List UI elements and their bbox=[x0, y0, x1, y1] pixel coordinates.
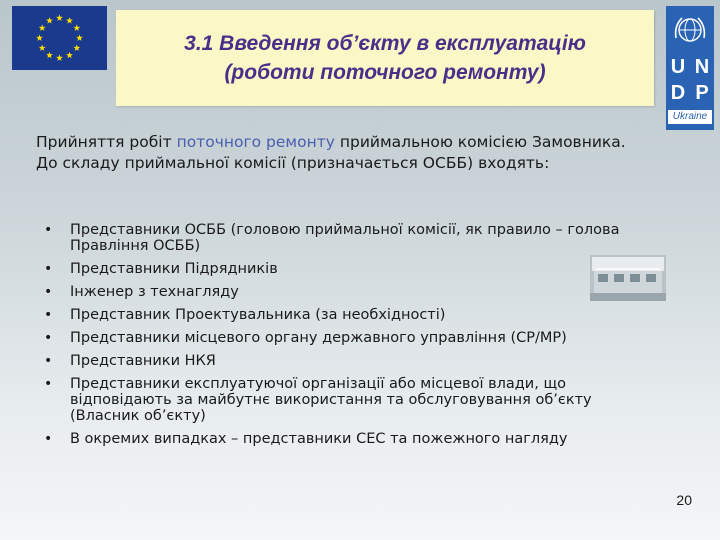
intro-text-start: Прийняття робіт bbox=[36, 133, 177, 151]
eu-star-icon bbox=[56, 14, 63, 21]
slide-title-box bbox=[116, 10, 654, 106]
list-item-text: Представники місцевого органу державного управління (СР/МР) bbox=[70, 330, 567, 346]
list-item bbox=[44, 261, 644, 277]
list-item bbox=[44, 222, 644, 254]
undp-letter: U bbox=[670, 56, 686, 78]
undp-logo bbox=[666, 6, 714, 130]
bullet-icon: • bbox=[44, 330, 53, 346]
bullet-icon: • bbox=[44, 261, 53, 277]
list-item-text: Представники ОСББ (головою приймальної комісії, як правило – голова Правління ОСББ) bbox=[70, 222, 620, 254]
list-item-text: Представники НКЯ bbox=[70, 353, 216, 369]
bullet-icon: • bbox=[44, 431, 53, 447]
eu-stars-icon bbox=[12, 6, 107, 70]
intro-paragraph bbox=[36, 132, 651, 174]
eu-star-icon bbox=[46, 52, 53, 59]
eu-star-icon bbox=[66, 52, 73, 59]
undp-country-tag: Ukraine bbox=[668, 110, 712, 124]
list-item bbox=[44, 353, 644, 369]
undp-letters bbox=[668, 56, 712, 104]
bullet-icon: • bbox=[44, 353, 53, 369]
eu-star-icon bbox=[73, 24, 80, 31]
list-item bbox=[44, 376, 644, 424]
building-photo bbox=[590, 255, 666, 301]
eu-star-icon bbox=[76, 34, 83, 41]
undp-letter: P bbox=[695, 82, 709, 104]
list-item-text: Представники експлуатуючої організації або місцевої влади, що відповідають за майбутнє використання та обслуговування об’єкту (Власник об’єкту) bbox=[70, 376, 592, 424]
eu-flag-logo bbox=[12, 6, 107, 70]
undp-letter: D bbox=[670, 82, 686, 104]
eu-star-icon bbox=[39, 44, 46, 51]
list-item-text: Представник Проектувальника (за необхідності) bbox=[70, 307, 446, 323]
list-item bbox=[44, 307, 644, 323]
building-image-icon bbox=[590, 255, 666, 301]
eu-star-icon bbox=[56, 54, 63, 61]
list-item-text: Представники Підрядників bbox=[70, 261, 278, 277]
eu-star-icon bbox=[66, 17, 73, 24]
bullet-icon: • bbox=[44, 307, 53, 323]
bullet-icon: • bbox=[44, 222, 53, 238]
list-item-text: Інженер з технагляду bbox=[70, 284, 239, 300]
bullet-icon: • bbox=[44, 376, 53, 392]
list-item bbox=[44, 330, 644, 346]
eu-star-icon bbox=[36, 34, 43, 41]
eu-star-icon bbox=[39, 24, 46, 31]
slide-title-line-1: 3.1 Введення об’єкту в експлуатацію bbox=[184, 32, 586, 55]
participants-list bbox=[44, 222, 644, 454]
eu-star-icon bbox=[73, 44, 80, 51]
intro-text-end: приймальною комісією Замовника. До складу приймальної комісії (призначається ОСББ) входять: bbox=[36, 133, 626, 172]
slide-title-line-2: (роботи поточного ремонту) bbox=[224, 61, 546, 84]
intro-highlight: поточного ремонту bbox=[176, 133, 335, 151]
list-item bbox=[44, 431, 644, 447]
un-emblem-icon bbox=[670, 10, 710, 50]
list-item-text: В окремих випадках – представники СЕС та пожежного нагляду bbox=[70, 431, 568, 447]
list-item bbox=[44, 284, 644, 300]
eu-star-icon bbox=[46, 17, 53, 24]
undp-letter: N bbox=[694, 56, 710, 78]
page-number: 20 bbox=[676, 492, 692, 508]
bullet-icon: • bbox=[44, 284, 53, 300]
